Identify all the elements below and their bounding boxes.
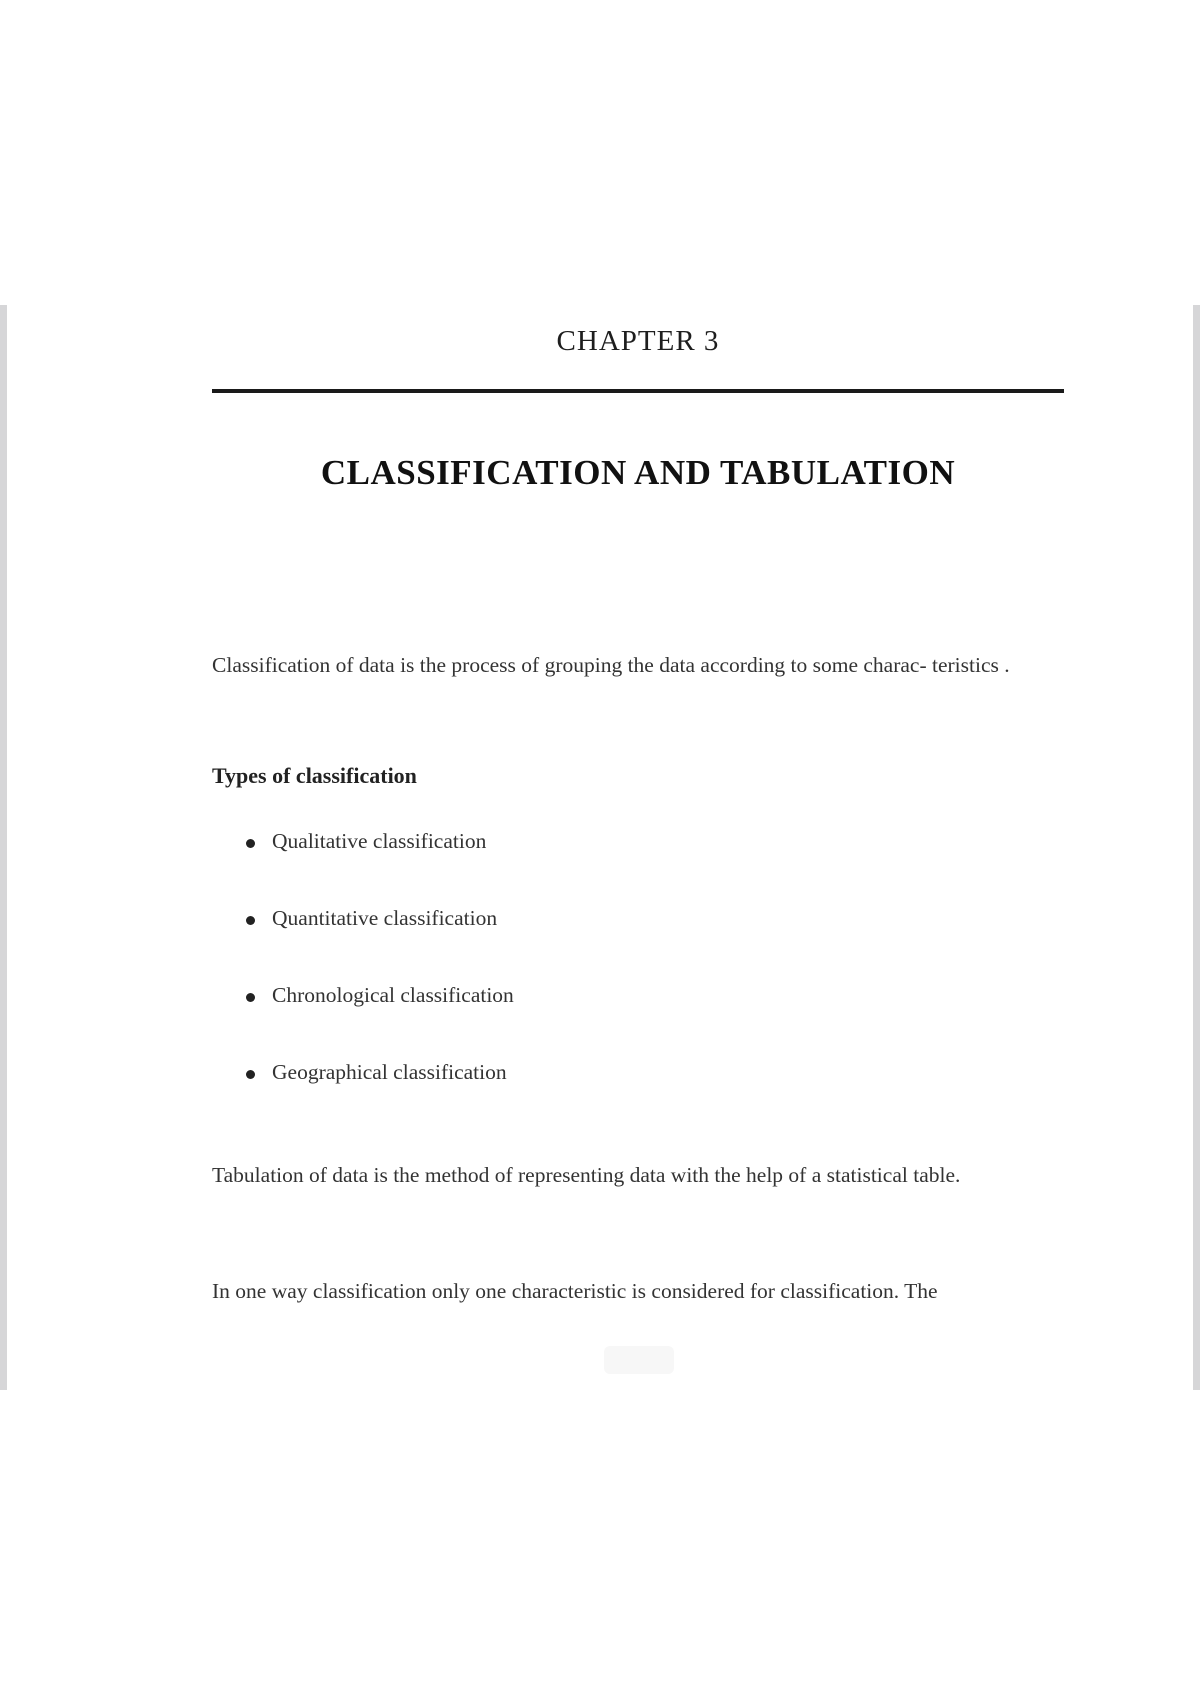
- list-item: [246, 906, 514, 983]
- list-item-label: Quantitative classification: [272, 906, 498, 930]
- list-item: [246, 1060, 514, 1137]
- bullet-icon: [246, 993, 255, 1002]
- chapter-label: CHAPTER 3: [556, 325, 720, 357]
- bullet-icon: [246, 839, 255, 848]
- chapter-title: CLASSIFICATION AND TABULATION: [320, 453, 956, 492]
- page-left-edge: [0, 305, 7, 1390]
- intro-paragraph: Classification of data is the process of grouping the data according to some charac- teristics .: [212, 653, 1010, 677]
- faded-page-marker: [604, 1346, 674, 1374]
- document-page: [0, 305, 1200, 1390]
- bullet-icon: [246, 916, 255, 925]
- list-item: [246, 829, 514, 906]
- list-item-label: Chronological classification: [272, 983, 514, 1007]
- list-item: [246, 983, 514, 1060]
- list-item-label: Qualitative classification: [272, 829, 487, 853]
- chapter-rule: [212, 389, 1064, 393]
- types-heading: Types of classification: [212, 763, 417, 788]
- tabulation-paragraph: Tabulation of data is the method of representing data with the help of a statistical table.: [212, 1163, 961, 1187]
- one-way-paragraph: In one way classification only one characteristic is considered for classification. The: [212, 1279, 938, 1303]
- bullet-icon: [246, 1070, 255, 1079]
- page-right-edge: [1193, 305, 1200, 1390]
- classification-types-list: [246, 829, 514, 1137]
- list-item-label: Geographical classification: [272, 1060, 507, 1084]
